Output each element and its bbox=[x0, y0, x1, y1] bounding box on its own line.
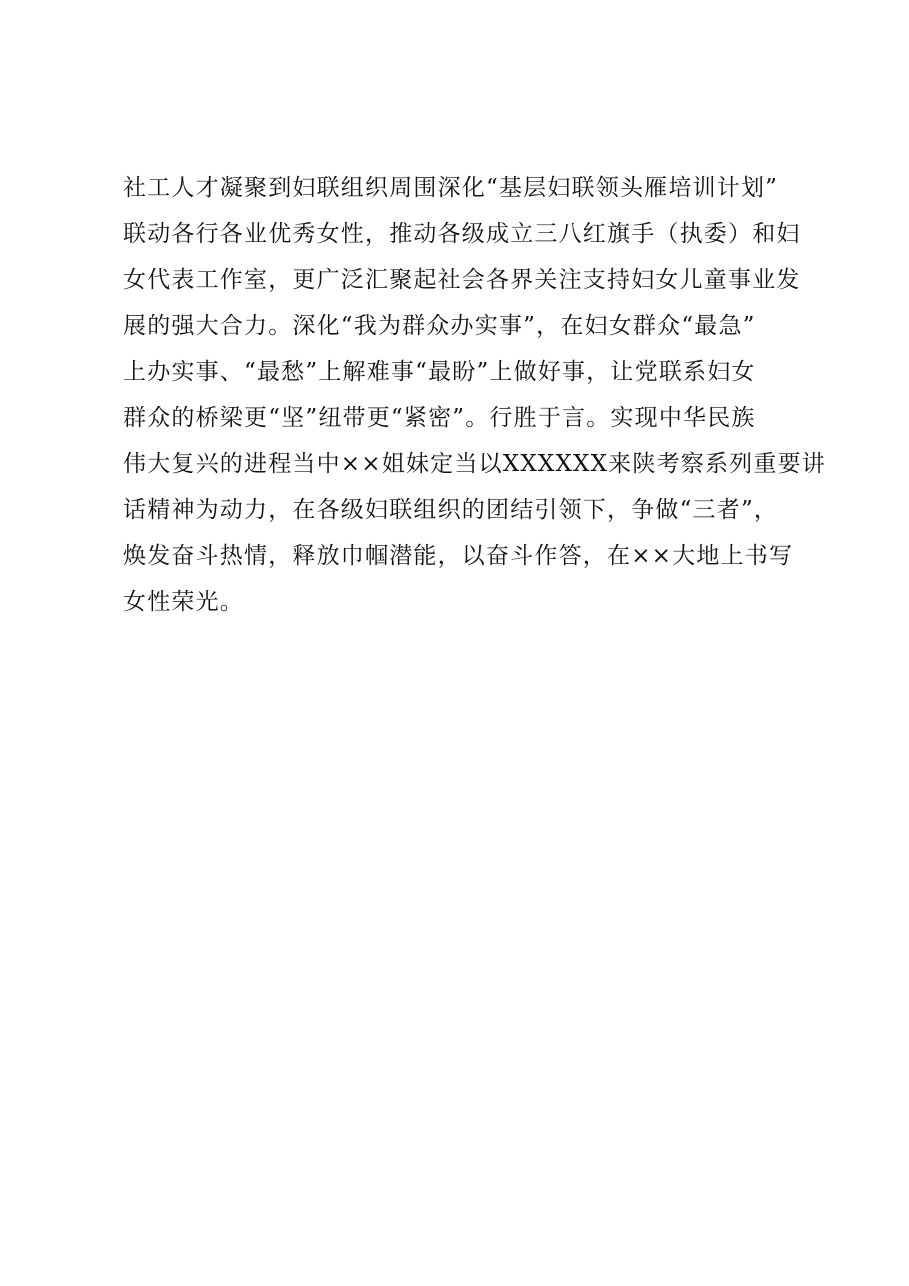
paragraph-line: 伟大复兴的进程当中××姐妹定当以XXXXXX来陕考察系列重要讲 bbox=[123, 451, 826, 477]
paragraph-line: 群众的桥梁更“坚”纽带更“紧密”。行胜于言。实现中华民族 bbox=[123, 405, 756, 431]
paragraph-line: 女性荣光。 bbox=[123, 589, 244, 615]
paragraph-line: 女代表工作室，更广泛汇聚起社会各界关注支持妇女儿童事业发 bbox=[123, 267, 801, 293]
paragraph-line: 联动各行各业优秀女性，推动各级成立三八红旗手（执委）和妇 bbox=[123, 221, 801, 247]
body-paragraph bbox=[123, 165, 826, 625]
paragraph-line: 焕发奋斗热情，释放巾帼潜能，以奋斗作答，在××大地上书写 bbox=[123, 543, 794, 569]
paragraph-line: 社工人才凝聚到妇联组织周围深化“基层妇联领头雁培训计划” bbox=[123, 175, 779, 201]
paragraph-line: 上办实事、“最愁”上解难事“最盼”上做好事，让党联系妇女 bbox=[123, 359, 756, 385]
paragraph-line: 话精神为动力，在各级妇联组织的团结引领下，争做“三者”， bbox=[123, 497, 779, 523]
paragraph-line: 展的强大合力。深化“我为群众办实事”，在妇女群众“最急” bbox=[123, 313, 756, 339]
